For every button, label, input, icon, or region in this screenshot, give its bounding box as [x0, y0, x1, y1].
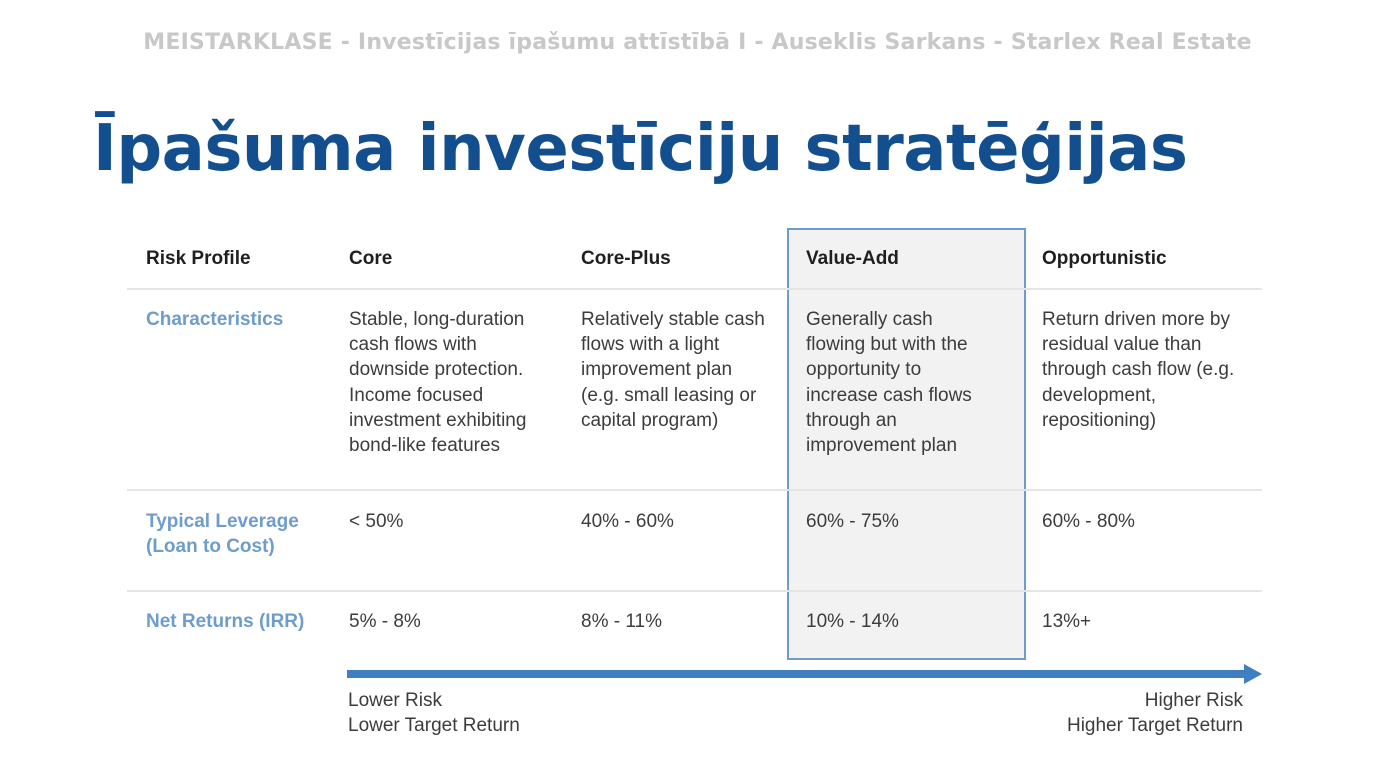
cell-characteristics-core: Stable, long-duration cash flows with downside protection. Income focused investment exhibiting bond-like features — [349, 309, 527, 457]
cell-leverage-opportunistic: 60% - 80% — [1042, 511, 1135, 532]
risk-arrow-line — [347, 670, 1247, 678]
cell-returns-opportunistic: 13%+ — [1042, 611, 1092, 632]
cell-returns-value-add: 10% - 14% — [806, 611, 899, 632]
column-header-opportunistic: Opportunistic — [1042, 248, 1167, 269]
cell-characteristics-value-add: Generally cash flowing but with the opportunity to increase cash flows through an improvement plan — [806, 309, 972, 457]
table-divider — [127, 590, 1262, 592]
slide-title: Īpašuma investīciju stratēģijas — [93, 112, 1188, 186]
scale-left-line1: Lower Risk — [348, 690, 442, 711]
column-header-core-plus: Core-Plus — [581, 248, 671, 269]
column-header-value-add: Value-Add — [806, 248, 899, 269]
scale-right-line2: Higher Target Return — [1066, 715, 1243, 736]
slide-header: MEISTARKLASE - Investīcijas īpašumu attīstībā I - Auseklis Sarkans - Starlex Real Estate — [143, 30, 1252, 55]
scale-left-line2: Lower Target Return — [348, 715, 520, 736]
cell-leverage-core-plus: 40% - 60% — [581, 511, 674, 532]
cell-leverage-core: < 50% — [349, 511, 404, 532]
column-header-core: Core — [349, 248, 393, 269]
column-header-risk-profile: Risk Profile — [146, 248, 251, 269]
cell-leverage-value-add: 60% - 75% — [806, 511, 899, 532]
cell-returns-core-plus: 8% - 11% — [581, 611, 662, 632]
cell-characteristics-opportunistic: Return driven more by residual value than through cash flow (e.g. development, repositioning) — [1042, 309, 1235, 431]
row-label-net-returns: Net Returns (IRR) — [146, 611, 305, 632]
row-label-typical-leverage: Typical Leverage (Loan to Cost) — [146, 511, 299, 558]
row-label-characteristics: Characteristics — [146, 309, 284, 330]
arrow-right-icon — [1244, 664, 1262, 684]
cell-returns-core: 5% - 8% — [349, 611, 421, 632]
table-divider — [127, 288, 1262, 290]
cell-characteristics-core-plus: Relatively stable cash flows with a light improvement plan (e.g. small leasing or capital program) — [581, 309, 765, 431]
table-divider — [127, 489, 1262, 491]
scale-right-line1: Higher Risk — [1144, 690, 1243, 711]
